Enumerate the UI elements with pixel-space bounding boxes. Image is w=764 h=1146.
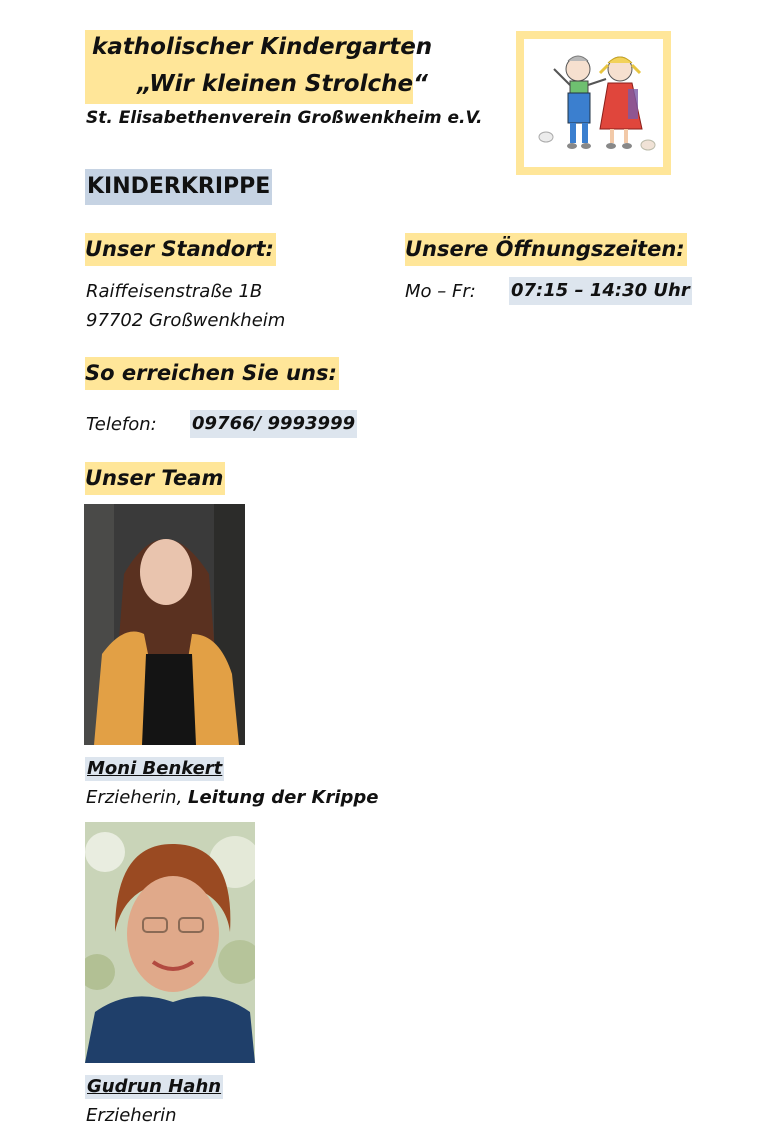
phone-number[interactable]: 09766/ 9993999 (190, 410, 357, 438)
children-drawing-logo (524, 39, 663, 167)
team-heading: Unser Team (85, 462, 225, 495)
member-name: Gudrun Hahn (87, 1076, 222, 1097)
logo-frame (516, 31, 671, 175)
team-photo-hahn (85, 822, 255, 1063)
header-association: St. Elisabethenverein Großwenkheim e.V. (86, 108, 483, 128)
member-role-text: Erzieherin (86, 1105, 177, 1126)
member-role-extra: Leitung der Krippe (188, 787, 379, 808)
address-city: 97702 Großwenkheim (86, 310, 286, 331)
section-title: KINDERKRIPPE (85, 169, 272, 205)
phone-label: Telefon: (86, 414, 157, 435)
address-street: Raiffeisenstraße 1B (86, 281, 263, 302)
hours-heading: Unsere Öffnungszeiten: (405, 233, 687, 266)
member-name: Moni Benkert (87, 758, 223, 779)
location-heading: Unser Standort: (85, 233, 276, 266)
hours-days: Mo – Fr: (405, 281, 476, 302)
member-role-text: Erzieherin, (86, 787, 183, 808)
header-title: katholischer Kindergarten (92, 34, 433, 60)
hours-times: 07:15 – 14:30 Uhr (509, 277, 692, 305)
team-photo-benkert (84, 504, 245, 745)
header-subtitle: „Wir kleinen Strolche“ (137, 71, 428, 97)
contact-heading: So erreichen Sie uns: (85, 357, 339, 390)
member-role (86, 784, 379, 812)
